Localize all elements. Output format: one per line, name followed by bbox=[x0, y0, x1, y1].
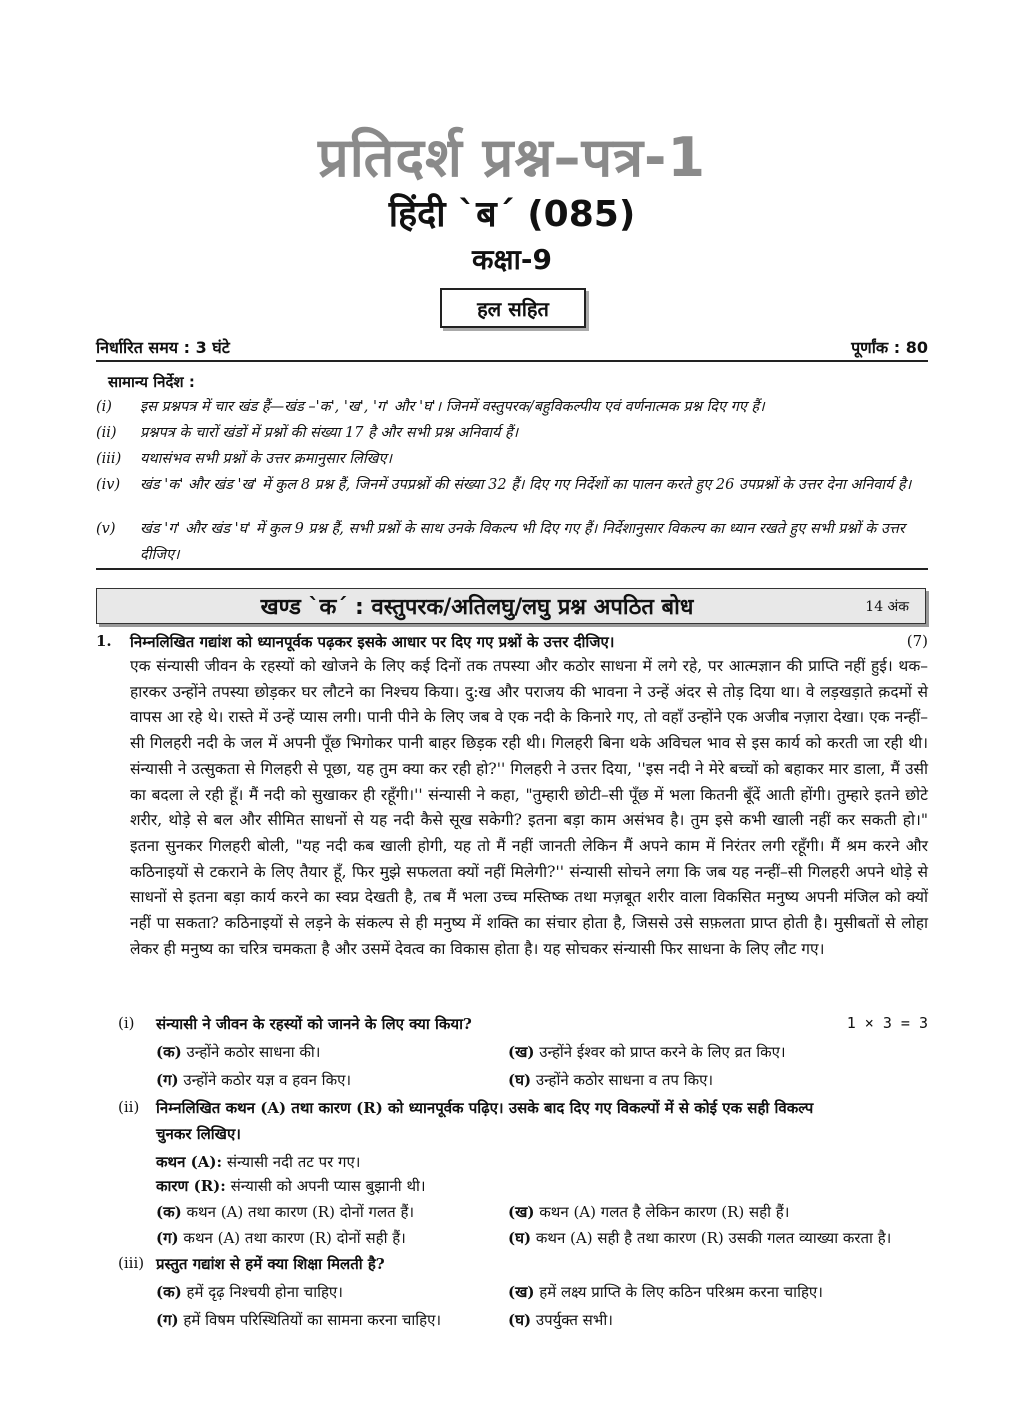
subquestion-number: (iii) bbox=[118, 1254, 145, 1272]
option: (ख) उन्होंने ईश्वर को प्राप्त करने के लिए व्रत किए। bbox=[508, 1043, 786, 1061]
instructions-heading: सामान्य निर्देश : bbox=[108, 373, 195, 391]
subquestion-marks: 1 × 3 = 3 bbox=[846, 1014, 928, 1032]
paper-title: प्रतिदर्श प्रश्न–पत्र-1 bbox=[317, 126, 707, 189]
instructions-divider bbox=[96, 568, 928, 570]
instruction-number: (iv) bbox=[96, 477, 121, 493]
solved-badge: हल सहित bbox=[440, 288, 586, 328]
instruction-item bbox=[96, 516, 928, 568]
instruction-text: प्रश्नपत्र के चारों खंडों में प्रश्नों की संख्या 17 है और सभी प्रश्न अनिवार्य हैं। bbox=[140, 425, 519, 441]
assertion: कथन (A): संन्यासी नदी तट पर गए। bbox=[156, 1153, 361, 1171]
option: (ग) हमें विषम परिस्थितियों का सामना करना चाहिए। bbox=[156, 1311, 442, 1329]
option: (ग) उन्होंने कठोर यज्ञ व हवन किए। bbox=[156, 1071, 352, 1089]
option: (ख) कथन (A) गलत है लेकिन कारण (R) सही हैं। bbox=[508, 1203, 790, 1221]
option: (ख) हमें लक्ष्य प्राप्ति के लिए कठिन परिश्रम करना चाहिए। bbox=[508, 1283, 823, 1301]
section-marks: 14 अंक bbox=[865, 599, 909, 615]
option: (ग) कथन (A) तथा कारण (R) दोनों सही हैं। bbox=[156, 1229, 406, 1247]
class-title: कक्षा-9 bbox=[472, 243, 552, 276]
question-text: निम्नलिखित गद्यांश को ध्यानपूर्वक पढ़कर इसके आधार पर दिए गए प्रश्नों के उत्तर दीजिए। bbox=[130, 633, 615, 651]
instruction-item bbox=[96, 472, 928, 498]
subquestion-text-cont: चुनकर लिखिए। bbox=[156, 1125, 241, 1143]
subquestion-number: (ii) bbox=[118, 1098, 140, 1116]
instruction-number: (ii) bbox=[96, 425, 117, 441]
subquestion-number: (i) bbox=[118, 1014, 135, 1032]
instruction-item bbox=[96, 446, 928, 472]
instruction-number: (v) bbox=[96, 521, 116, 537]
instruction-number: (i) bbox=[96, 399, 112, 415]
instruction-text: यथासंभव सभी प्रश्नों के उत्तर क्रमानुसार लिखिए। bbox=[140, 451, 392, 467]
option: (क) कथन (A) तथा कारण (R) दोनों गलत हैं। bbox=[156, 1203, 415, 1221]
option: (घ) कथन (A) सही है तथा कारण (R) उसकी गलत व्याख्या करता है। bbox=[508, 1229, 892, 1247]
section-title: खण्ड `क´ : वस्तुपरक/अतिलघु/लघु प्रश्न अपठित बोध bbox=[260, 595, 694, 620]
passage-text: एक संन्यासी जीवन के रहस्यों को खोजने के लिए कई दिनों तक तपस्या और कठोर साधना में लगे रहे, पर आत्मज्ञान की प्राप्ति नहीं हुई। थक–हारकर उन्होंने तपस्या छोड़कर घर लौटने का निश्चय किया। दु:ख और पराजय की भावना ने उन्हें अंदर से तोड़ दिया था। वे लड़खड़ाते क़दमों से वापस आ रहे थे। रास्ते में उन्हें प्यास लगी। पानी पीने के लिए जब वे एक नदी के किनारे गए, तो वहाँ उन्होंने एक अजीब नज़ारा देखा। एक नन्हीं–सी गिलहरी नदी के जल में अपनी पूँछ भिगोकर पानी बाहर छिड़क रही थी। गिलहरी बिना थके अविचल भाव से इस कार्य को करती जा रही थी। संन्यासी ने उत्सुकता से गिलहरी से पूछा, यह तुम क्या कर रही हो?'' गिलहरी ने उत्तर दिया, ''इस नदी ने मेरे बच्चों को बहाकर मार डाला, मैं उसी का बदला ले रही हूँ। मैं नदी को सुखाकर ही रहूँगी।'' संन्यासी ने कहा, "तुम्हारी छोटी–सी पूँछ में भला कितनी बूँदें आती होंगी। तुम्हारे इतने छोटे शरीर, थोड़े से बल और सीमित साधनों से यह नदी कैसे सूख सकेगी? इतना बड़ा काम असंभव है। तुम इसे कभी खाली नहीं कर सकती हो।" इतना सुनकर गिलहरी बोली, "यह नदी कब खाली होगी, यह तो मैं नहीं जानती लेकिन मैं अपने काम में निरंतर लगी रहूँगी। मैं श्रम करने और कठिनाइयों से टकराने के लिए तैयार हूँ, फिर मुझे सफलता क्यों नहीं मिलेगी?'' संन्यासी सोचने लगा कि जब यह नन्हीं–सी गिलहरी अपने थोड़े से साधनों से इतना बड़ा कार्य करने का स्वप्न देखती है, तब मैं भला उच्च मस्तिष्क तथा मज़बूत शरीर वाला विकसित मनुष्य अपनी मंजिल को क्यों नहीं पा सकता? कठिनाइयों से लड़ने के संकल्प से ही मनुष्य में शक्ति का संचार होता है, जिससे उसे सफ़लता प्राप्त होती है। मुसीबतों से लोहा लेकर ही मनुष्य का चरित्र चमकता है और उसमें देवत्व का विकास होता है। यह सोचकर संन्यासी फिर साधना के लिए लौट गए। bbox=[130, 657, 928, 958]
option: (क) उन्होंने कठोर साधना की। bbox=[156, 1043, 321, 1061]
option: (घ) उन्होंने कठोर साधना व तप किए। bbox=[508, 1071, 714, 1089]
subquestion-text: संन्यासी ने जीवन के रहस्यों को जानने के लिए क्या किया? bbox=[156, 1015, 472, 1033]
option: (क) हमें दृढ़ निश्चयी होना चाहिए। bbox=[156, 1283, 343, 1301]
question-marks: (7) bbox=[906, 632, 928, 650]
time-label: निर्धारित समय : 3 घंटे bbox=[96, 338, 230, 357]
total-marks-label: पूर्णांक : 80 bbox=[851, 338, 928, 357]
subquestion-text: प्रस्तुत गद्यांश से हमें क्या शिक्षा मिलती है? bbox=[156, 1255, 385, 1273]
reason: कारण (R): संन्यासी को अपनी प्यास बुझानी थी। bbox=[156, 1177, 426, 1195]
subquestion-text: निम्नलिखित कथन (A) तथा कारण (R) को ध्यानपूर्वक पढ़िए। उसके बाद दिए गए विकल्पों में से कोई एक सही विकल्प bbox=[156, 1099, 814, 1117]
section-banner bbox=[96, 588, 926, 624]
subject-title: हिंदी `ब´ (085) bbox=[388, 194, 636, 235]
instruction-number: (iii) bbox=[96, 451, 122, 467]
instruction-text: खंड 'क' और खंड 'ख' में कुल 8 प्रश्न हैं, जिनमें उपप्रश्नों की संख्या 32 हैं। दिए गए निर्देशों का पालन करते हुए 26 उपप्रश्नों के उत्तर देना अनिवार्य है। bbox=[140, 477, 912, 493]
instruction-text: खंड 'ग' और खंड 'घ' में कुल 9 प्रश्न हैं, सभी प्रश्नों के साथ उनके विकल्प भी दिए गए हैं। निर्देशानुसार विकल्प का ध्यान रखते हुए सभी प्रश्नों के उत्तर दीजिए। bbox=[140, 521, 905, 563]
instruction-item bbox=[96, 420, 928, 446]
instruction-text: इस प्रश्नपत्र में चार खंड हैं—खंड –'क', 'ख', 'ग' और 'घ'। जिनमें वस्तुपरक/बहुविकल्पीय एवं वर्णनात्मक प्रश्न दिए गए हैं। bbox=[140, 399, 765, 415]
option: (घ) उपर्युक्त सभी। bbox=[508, 1311, 613, 1329]
question-number: 1. bbox=[96, 632, 112, 650]
instruction-item bbox=[96, 394, 928, 420]
header-divider bbox=[96, 360, 928, 362]
